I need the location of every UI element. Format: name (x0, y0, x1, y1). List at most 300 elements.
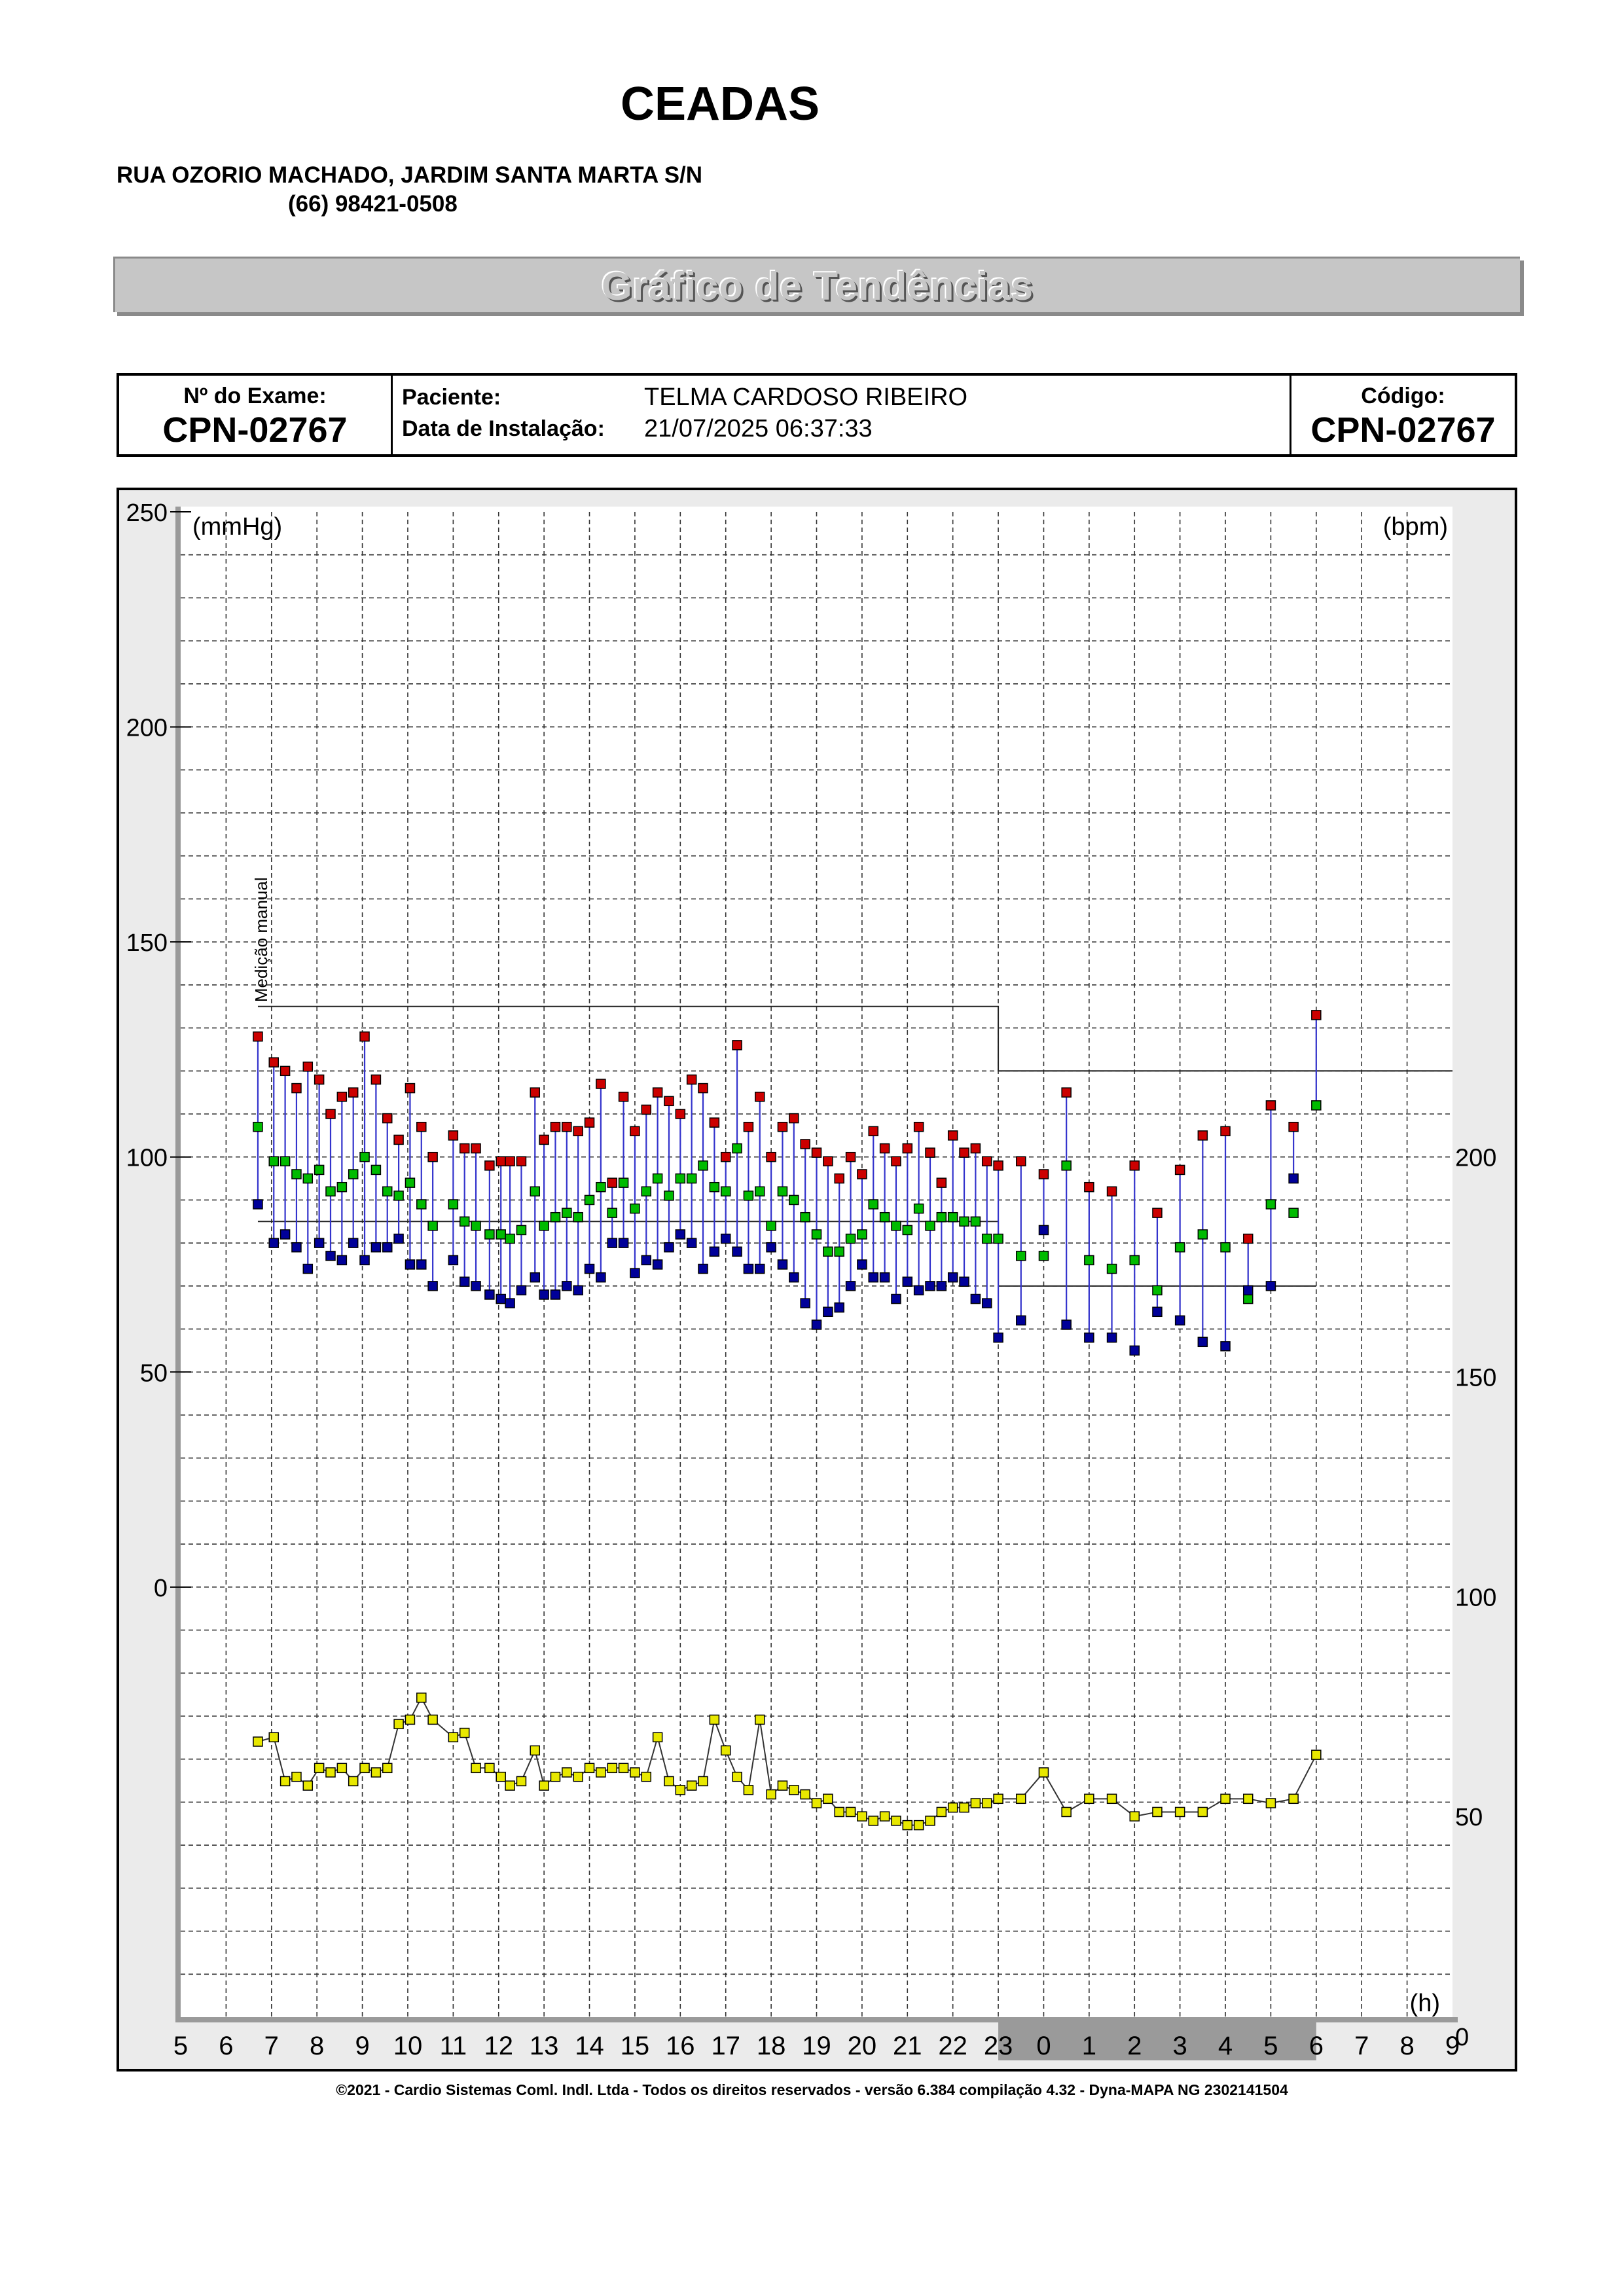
systolic-point (676, 1109, 685, 1119)
exam-number-cell (119, 376, 393, 454)
left-axis-tick-label: 50 (139, 1359, 168, 1388)
exam-number-label: Nº do Exame: (183, 384, 327, 408)
diastolic-point (1176, 1316, 1185, 1325)
diastolic-point (485, 1290, 494, 1299)
diastolic-point (994, 1333, 1003, 1342)
diastolic-point (417, 1260, 426, 1269)
heart-rate-point (539, 1781, 549, 1790)
heart-rate-point (405, 1715, 414, 1724)
systolic-point (937, 1178, 946, 1187)
x-axis-tick-label: 1 (1081, 2032, 1096, 2060)
x-axis-label: (h) (1409, 1990, 1440, 2017)
heart-rate-point (857, 1812, 867, 1821)
mean-point (653, 1174, 662, 1183)
x-axis-tick-label: 21 (893, 2032, 922, 2060)
heart-rate-point (253, 1737, 262, 1746)
right-axis-tick-label: 200 (1455, 1144, 1497, 1172)
systolic-point (417, 1122, 426, 1132)
diastolic-point (371, 1243, 380, 1252)
mean-point (892, 1221, 901, 1230)
diastolic-point (269, 1238, 278, 1247)
left-axis-label: (mmHg) (192, 513, 283, 541)
right-axis-tick-label: 100 (1455, 1584, 1497, 1612)
diastolic-point (530, 1273, 539, 1282)
diastolic-point (550, 1290, 560, 1299)
heart-rate-point (349, 1776, 358, 1785)
systolic-point (550, 1122, 560, 1132)
diastolic-point (360, 1255, 369, 1265)
systolic-point (326, 1109, 335, 1119)
systolic-point (292, 1084, 301, 1093)
mean-point (1198, 1230, 1207, 1239)
heart-rate-point (471, 1763, 480, 1772)
diastolic-point (1266, 1282, 1275, 1291)
report-title-bar (113, 257, 1520, 312)
diastolic-point (383, 1243, 392, 1252)
heart-rate-point (1039, 1768, 1048, 1777)
systolic-point (767, 1153, 776, 1162)
heart-rate-point (767, 1790, 776, 1799)
mean-point (448, 1200, 458, 1209)
heart-rate-point (562, 1768, 571, 1777)
diastolic-point (823, 1307, 833, 1316)
x-axis-tick-label: 7 (1354, 2032, 1369, 2060)
systolic-point (1085, 1183, 1094, 1192)
diastolic-point (641, 1255, 651, 1265)
heart-rate-point (812, 1799, 821, 1808)
diastolic-point (892, 1295, 901, 1304)
diastolic-point (539, 1290, 549, 1299)
patient-label: Paciente: (402, 385, 501, 410)
right-axis-tick-label: 0 (1455, 2024, 1470, 2051)
trend-chart-frame (117, 488, 1517, 2072)
heart-rate-point (721, 1746, 731, 1755)
diastolic-point (315, 1238, 324, 1247)
systolic-point (755, 1092, 765, 1102)
patient-cell (393, 376, 1291, 454)
systolic-point (471, 1144, 480, 1153)
clinic-name: CEADAS (620, 78, 820, 130)
heart-rate-point (516, 1776, 526, 1785)
diastolic-point (983, 1299, 992, 1308)
diastolic-point (460, 1277, 469, 1286)
heart-rate-point (530, 1746, 539, 1755)
heart-rate-point (607, 1763, 617, 1772)
heart-rate-point (778, 1781, 787, 1790)
mean-point (823, 1247, 833, 1256)
systolic-point (349, 1088, 358, 1097)
diastolic-point (778, 1260, 787, 1269)
mean-point (253, 1122, 262, 1132)
systolic-point (585, 1118, 594, 1127)
diastolic-point (767, 1243, 776, 1252)
heart-rate-point (485, 1763, 494, 1772)
heart-rate-point (1198, 1807, 1207, 1816)
heart-rate-point (801, 1790, 810, 1799)
mean-point (516, 1225, 526, 1234)
heart-rate-point (926, 1816, 935, 1825)
right-axis-label: (bpm) (1382, 513, 1448, 541)
mean-point (303, 1174, 312, 1183)
mean-point (778, 1187, 787, 1196)
report-title: Gráfico de Tendências (601, 264, 1034, 308)
diastolic-point (1130, 1346, 1139, 1355)
x-axis-tick-label: 9 (1445, 2032, 1460, 2060)
diastolic-point (664, 1243, 674, 1252)
systolic-point (281, 1066, 290, 1075)
mean-point (562, 1208, 571, 1217)
systolic-point (846, 1153, 856, 1162)
x-axis-tick-label: 23 (983, 2032, 1013, 2060)
x-axis-tick-label: 0 (1036, 2032, 1051, 2060)
systolic-point (698, 1084, 708, 1093)
mean-point (801, 1213, 810, 1222)
mean-point (1039, 1251, 1048, 1261)
mean-point (596, 1183, 605, 1192)
diastolic-point (880, 1273, 890, 1282)
code-value: CPN-02767 (1310, 410, 1496, 450)
diastolic-point (1198, 1337, 1207, 1346)
x-axis-tick-label: 15 (620, 2032, 650, 2060)
mean-point (926, 1221, 935, 1230)
systolic-point (371, 1075, 380, 1084)
x-axis-tick-label: 18 (756, 2032, 786, 2060)
heart-rate-point (585, 1763, 594, 1772)
systolic-point (823, 1157, 833, 1166)
diastolic-point (596, 1273, 605, 1282)
mean-point (641, 1187, 651, 1196)
mean-point (607, 1208, 617, 1217)
systolic-point (383, 1114, 392, 1123)
systolic-point (505, 1157, 514, 1166)
heart-rate-point (846, 1807, 856, 1816)
heart-rate-point (914, 1821, 924, 1830)
heart-rate-point (383, 1763, 392, 1772)
mean-point (460, 1217, 469, 1226)
mean-point (417, 1200, 426, 1209)
x-axis-tick-label: 13 (529, 2032, 559, 2060)
heart-rate-point (835, 1807, 844, 1816)
diastolic-point (960, 1277, 969, 1286)
code-cell (1291, 376, 1515, 454)
diastolic-point (1108, 1333, 1117, 1342)
heart-rate-point (596, 1768, 605, 1777)
mean-point (281, 1157, 290, 1166)
right-axis-tick-label: 50 (1455, 1804, 1483, 1832)
heart-rate-point (994, 1794, 1003, 1803)
mean-point (539, 1221, 549, 1230)
x-axis-tick-label: 6 (219, 2032, 234, 2060)
diastolic-point (471, 1282, 480, 1291)
mean-point (1244, 1295, 1253, 1304)
x-axis-tick-label: 19 (802, 2032, 831, 2060)
mean-point (903, 1225, 912, 1234)
heart-rate-point (460, 1729, 469, 1738)
mean-point (573, 1213, 583, 1222)
systolic-point (448, 1131, 458, 1140)
heart-rate-point (641, 1772, 651, 1782)
mean-point (1312, 1101, 1321, 1110)
systolic-point (1289, 1122, 1298, 1132)
systolic-point (539, 1135, 549, 1144)
heart-rate-point (394, 1719, 403, 1729)
diastolic-point (710, 1247, 719, 1256)
systolic-point (315, 1075, 324, 1084)
mean-point (914, 1204, 924, 1213)
systolic-point (914, 1122, 924, 1132)
systolic-point (1176, 1165, 1185, 1174)
heart-rate-point (937, 1807, 946, 1816)
mean-point (630, 1204, 640, 1213)
diastolic-point (869, 1273, 878, 1282)
systolic-point (1039, 1170, 1048, 1179)
mean-point (835, 1247, 844, 1256)
diastolic-point (562, 1282, 571, 1291)
mean-point (937, 1213, 946, 1222)
left-axis-bar (175, 507, 181, 2017)
diastolic-point (914, 1285, 924, 1295)
heart-rate-point (496, 1772, 505, 1782)
x-axis-tick-label: 22 (938, 2032, 967, 2060)
heart-rate-point (337, 1763, 346, 1772)
heart-rate-point (1062, 1807, 1071, 1816)
heart-rate-point (326, 1768, 335, 1777)
x-axis-tick-label: 12 (484, 2032, 513, 2060)
diastolic-point (394, 1234, 403, 1244)
heart-rate-point (315, 1763, 324, 1772)
mean-point (496, 1230, 505, 1239)
systolic-point (1312, 1011, 1321, 1020)
mean-point (846, 1234, 856, 1244)
diastolic-point (292, 1243, 301, 1252)
systolic-point (880, 1144, 890, 1153)
systolic-point (892, 1157, 901, 1166)
diastolic-point (607, 1238, 617, 1247)
manual-measurement-annotation: Medição manual (251, 877, 271, 1003)
copyright-footer: ©2021 - Cardio Sistemas Coml. Indl. Ltda - Todos os direitos reservados - versão 6.384 compilação 4.32 - Dyna-MAPA NG 2302141504 (336, 2081, 1288, 2098)
x-axis-tick-label: 3 (1172, 2032, 1187, 2060)
diastolic-point (303, 1265, 312, 1274)
systolic-point (530, 1088, 539, 1097)
diastolic-point (281, 1230, 290, 1239)
x-axis-tick-label: 8 (1399, 2032, 1415, 2060)
mean-point (349, 1170, 358, 1179)
heart-rate-point (1221, 1794, 1230, 1803)
diastolic-point (630, 1268, 640, 1278)
mean-point (710, 1183, 719, 1192)
x-axis-tick-label: 5 (1263, 2032, 1278, 2060)
exam-number: CPN-02767 (162, 410, 348, 450)
heart-rate-point (676, 1785, 685, 1795)
heart-rate-point (360, 1763, 369, 1772)
diastolic-point (505, 1299, 514, 1308)
systolic-point (971, 1144, 980, 1153)
diastolic-point (857, 1260, 867, 1269)
heart-rate-point (1312, 1750, 1321, 1759)
systolic-point (835, 1174, 844, 1183)
systolic-point (394, 1135, 403, 1144)
heart-rate-point (664, 1776, 674, 1785)
mean-point (983, 1234, 992, 1244)
x-axis-tick-label: 2 (1127, 2032, 1142, 2060)
x-axis-tick-label: 10 (393, 2032, 423, 2060)
heart-rate-point (619, 1763, 628, 1772)
systolic-point (857, 1170, 867, 1179)
x-axis-tick-label: 6 (1308, 2032, 1324, 2060)
systolic-point (269, 1058, 278, 1067)
mean-point (960, 1217, 969, 1226)
mean-point (698, 1161, 708, 1170)
diastolic-point (619, 1238, 628, 1247)
diastolic-point (326, 1251, 335, 1261)
systolic-point (653, 1088, 662, 1097)
mean-point (337, 1183, 346, 1192)
diastolic-point (653, 1260, 662, 1269)
diastolic-point (1221, 1342, 1230, 1351)
mean-point (676, 1174, 685, 1183)
mean-point (394, 1191, 403, 1200)
systolic-point (983, 1157, 992, 1166)
mean-point (383, 1187, 392, 1196)
mean-point (869, 1200, 878, 1209)
heart-rate-point (983, 1799, 992, 1808)
heart-rate-point (903, 1821, 912, 1830)
diastolic-point (755, 1265, 765, 1274)
mean-point (530, 1187, 539, 1196)
systolic-point (1266, 1101, 1275, 1110)
mean-point (1130, 1255, 1139, 1265)
systolic-point (1062, 1088, 1071, 1097)
systolic-point (710, 1118, 719, 1127)
mean-point (505, 1234, 514, 1244)
diastolic-point (1062, 1320, 1071, 1329)
heart-rate-point (630, 1768, 640, 1777)
systolic-point (1130, 1161, 1139, 1170)
systolic-point (744, 1122, 753, 1132)
heart-rate-point (732, 1772, 742, 1782)
left-axis-tick-label: 250 (126, 499, 168, 527)
left-axis-tick-label: 150 (126, 929, 168, 958)
mean-point (767, 1221, 776, 1230)
clinic-phone: (66) 98421-0508 (288, 191, 458, 217)
heart-rate-point (971, 1799, 980, 1808)
mean-point (360, 1153, 369, 1162)
trend-chart (119, 490, 1515, 2069)
diastolic-point (789, 1273, 799, 1282)
systolic-point (687, 1075, 696, 1084)
x-axis-tick-label: 14 (575, 2032, 604, 2060)
mean-point (721, 1187, 731, 1196)
left-axis-tick-label: 0 (153, 1574, 168, 1602)
mean-point (857, 1230, 867, 1239)
diastolic-point (1085, 1333, 1094, 1342)
heart-rate-point (417, 1693, 426, 1702)
diastolic-point (349, 1238, 358, 1247)
systolic-point (596, 1079, 605, 1088)
mean-point (880, 1213, 890, 1222)
x-axis-tick-label: 17 (711, 2032, 740, 2060)
mean-point (550, 1213, 560, 1222)
diastolic-point (337, 1255, 346, 1265)
mean-point (371, 1165, 380, 1174)
heart-rate-point (1108, 1794, 1117, 1803)
diastolic-point (1289, 1174, 1298, 1183)
systolic-point (485, 1161, 494, 1170)
mean-point (994, 1234, 1003, 1244)
x-axis-tick-label: 16 (666, 2032, 695, 2060)
mean-point (405, 1178, 414, 1187)
systolic-point (405, 1084, 414, 1093)
diastolic-point (937, 1282, 946, 1291)
diastolic-point (698, 1265, 708, 1274)
systolic-point (619, 1092, 628, 1102)
heart-rate-point (869, 1816, 878, 1825)
systolic-point (948, 1131, 958, 1140)
mean-point (619, 1178, 628, 1187)
heart-rate-point (448, 1732, 458, 1742)
heart-rate-point (948, 1803, 958, 1812)
code-label: Código: (1361, 384, 1445, 408)
diastolic-point (732, 1247, 742, 1256)
heart-rate-point (698, 1776, 708, 1785)
heart-rate-point (550, 1772, 560, 1782)
diastolic-point (801, 1299, 810, 1308)
systolic-point (1221, 1126, 1230, 1136)
install-date-label: Data de Instalação: (402, 416, 605, 441)
heart-rate-point (1176, 1807, 1185, 1816)
mean-point (1266, 1200, 1275, 1209)
bottom-axis-bar (175, 2017, 1458, 2022)
x-axis-tick-label: 20 (847, 2032, 877, 2060)
mean-point (471, 1221, 480, 1230)
systolic-point (926, 1148, 935, 1157)
diastolic-point (971, 1295, 980, 1304)
x-axis-tick-label: 4 (1218, 2032, 1233, 2060)
diastolic-point (1153, 1307, 1162, 1316)
mean-point (1289, 1208, 1298, 1217)
systolic-point (460, 1144, 469, 1153)
patient-name: TELMA CARDOSO RIBEIRO (644, 384, 968, 411)
mean-point (1017, 1251, 1026, 1261)
x-axis-tick-label: 11 (439, 2032, 467, 2060)
systolic-point (337, 1092, 346, 1102)
diastolic-point (721, 1234, 731, 1244)
systolic-point (1017, 1157, 1026, 1166)
systolic-point (732, 1041, 742, 1050)
systolic-point (516, 1157, 526, 1166)
heart-rate-point (281, 1776, 290, 1785)
heart-rate-point (744, 1785, 753, 1795)
heart-rate-point (505, 1781, 514, 1790)
diastolic-point (253, 1200, 262, 1209)
mean-point (812, 1230, 821, 1239)
systolic-point (428, 1153, 437, 1162)
left-axis-tick-label: 200 (126, 714, 168, 742)
diastolic-point (405, 1260, 414, 1269)
heart-rate-point (880, 1812, 890, 1821)
heart-rate-point (573, 1772, 583, 1782)
heart-rate-point (428, 1715, 437, 1724)
systolic-point (1108, 1187, 1117, 1196)
heart-rate-point (653, 1732, 662, 1742)
diastolic-point (496, 1295, 505, 1304)
mean-point (1085, 1255, 1094, 1265)
heart-rate-point (371, 1768, 380, 1777)
mean-point (1153, 1285, 1162, 1295)
systolic-point (562, 1122, 571, 1132)
diastolic-point (926, 1282, 935, 1291)
systolic-point (812, 1148, 821, 1157)
